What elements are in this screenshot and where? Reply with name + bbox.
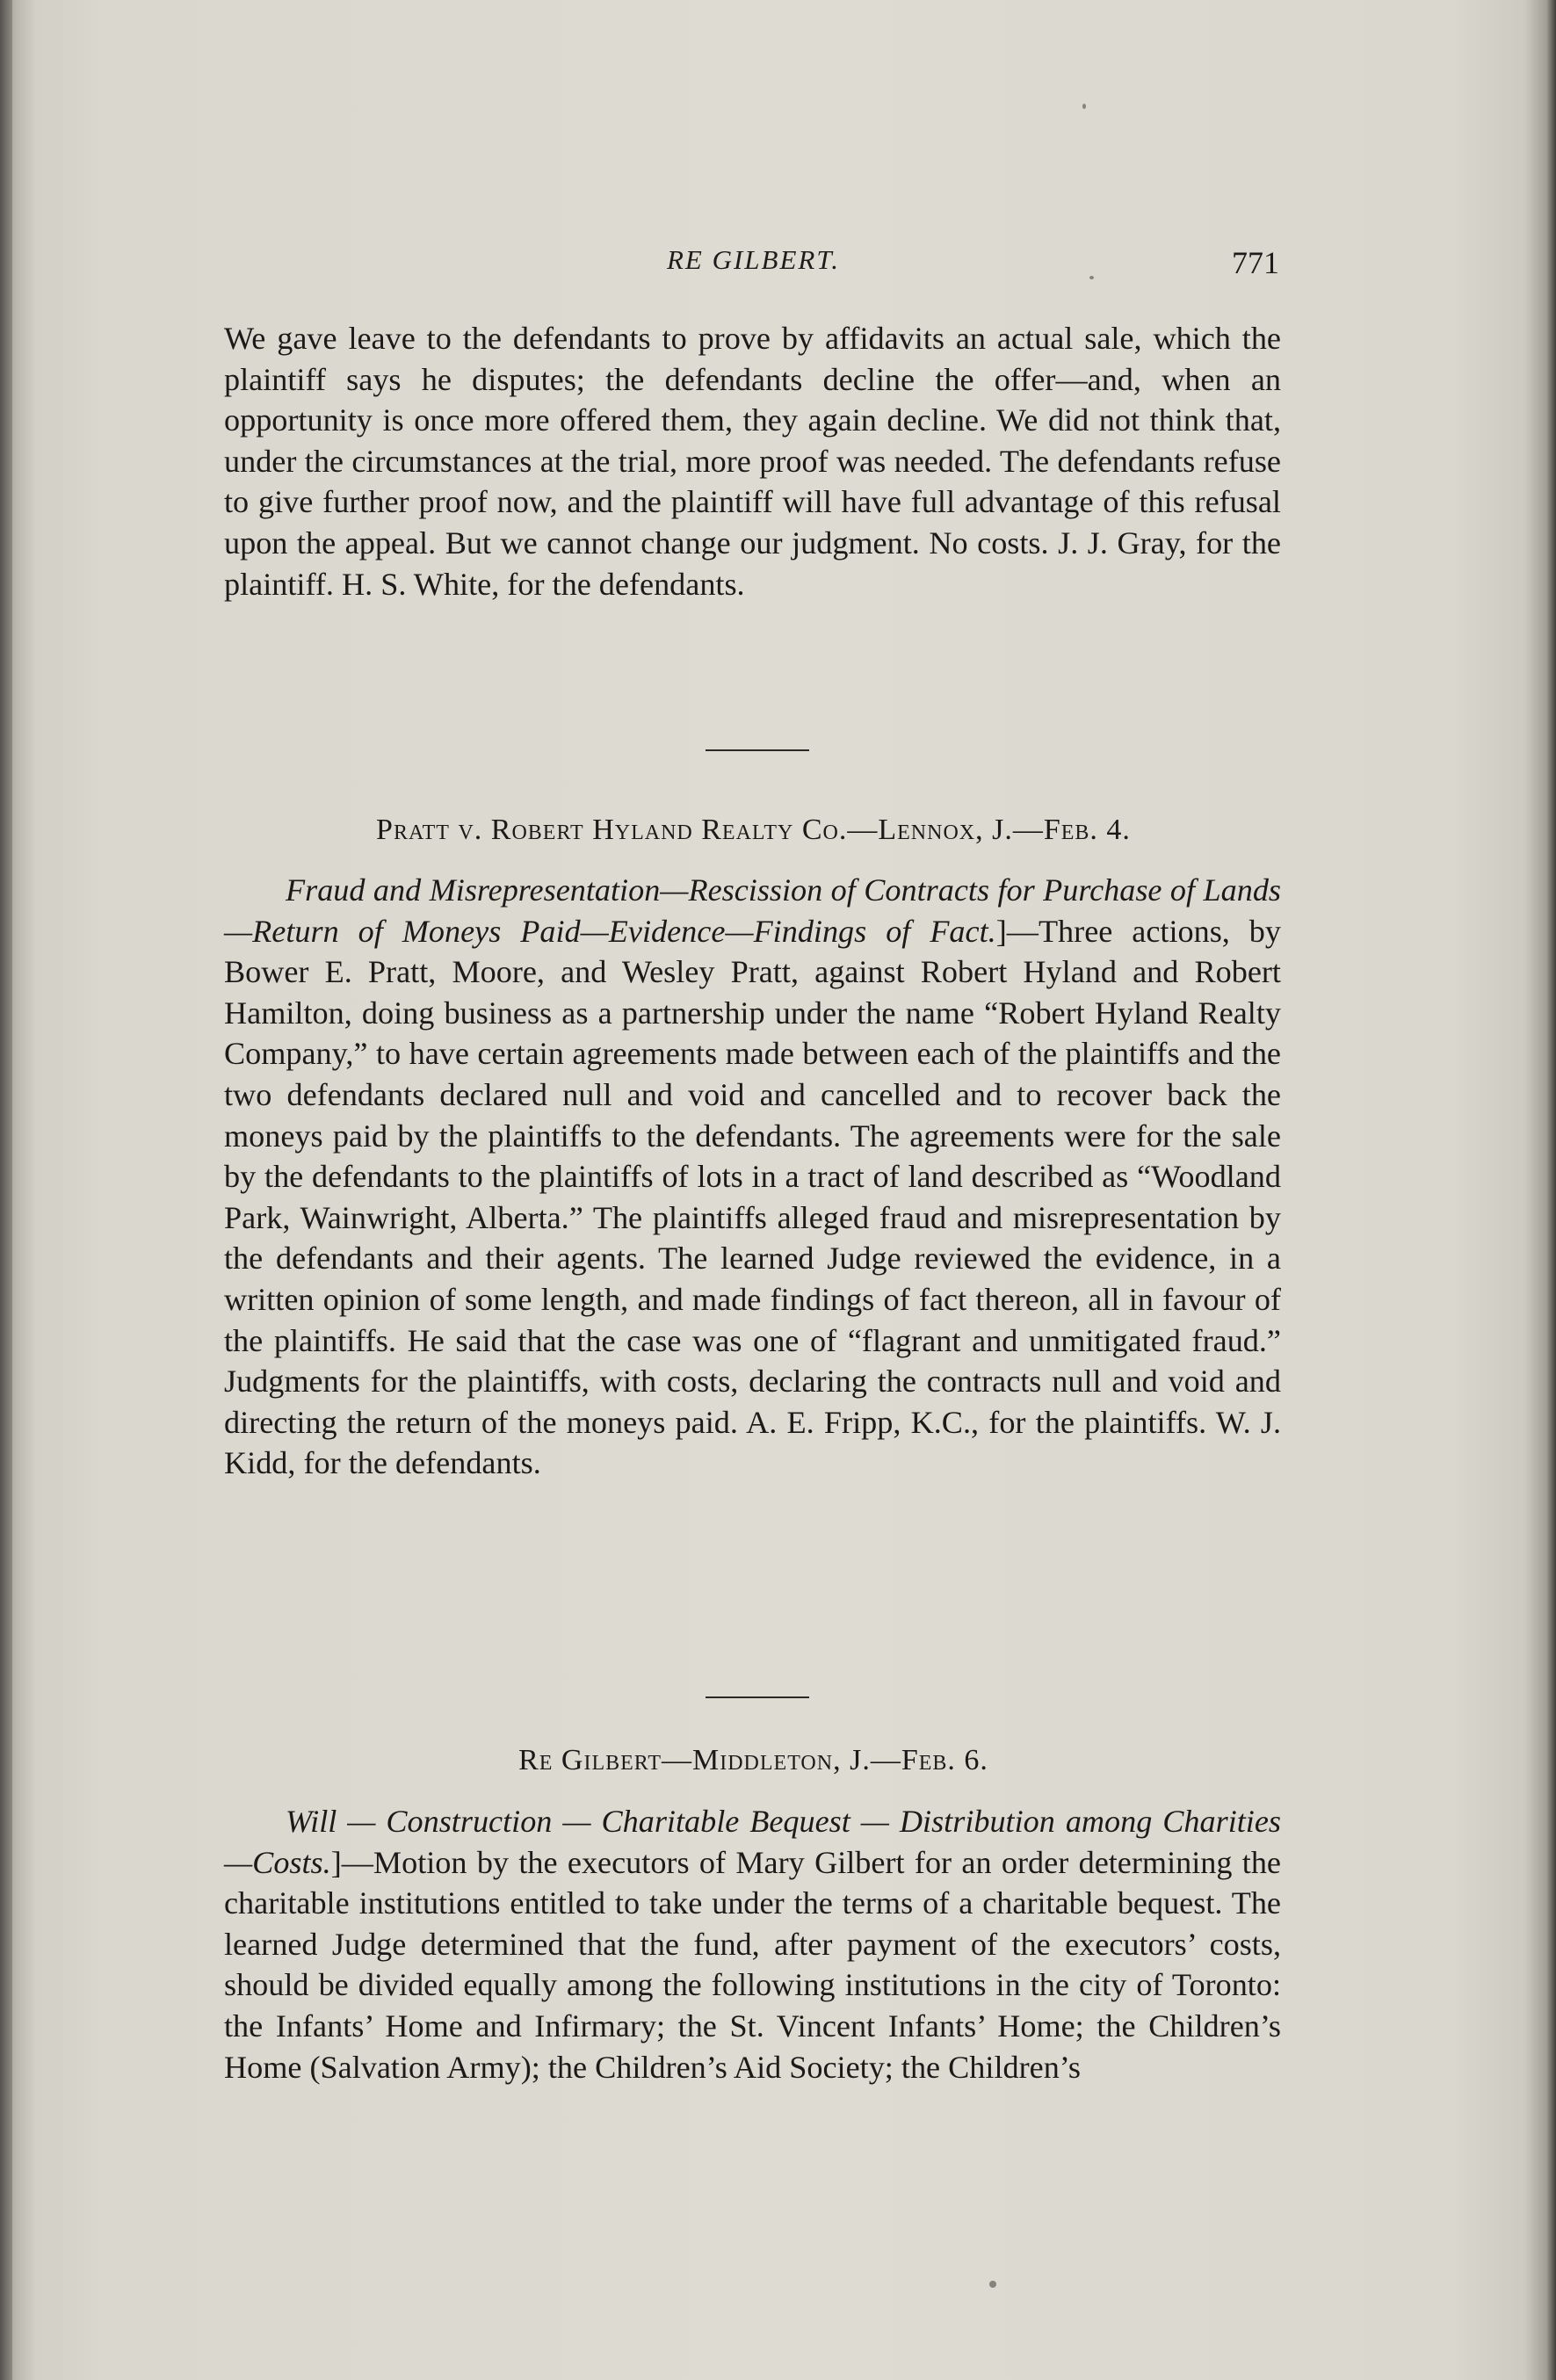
catchwords-pratt: Fraud and Misrepresentation—Rescission of Contracts for Purchase of Lands—Return of Moneys Paid—Evidence—Findings of Fact. [224, 872, 1281, 949]
paper-speck [989, 2281, 996, 2288]
running-head [224, 239, 1283, 279]
catchwords-gilbert: Will — Construction — Charitable Bequest — Distribution among Charities—Costs. [224, 1804, 1281, 1880]
section-divider [706, 749, 809, 751]
page-number: 771 [1232, 245, 1279, 280]
case-heading-pratt: Pratt v. Robert Hyland Realty Co.—Lennox, J.—Feb. 4. [376, 814, 1131, 846]
case-body-pratt [224, 870, 1281, 1484]
case-body-gilbert [224, 1801, 1281, 2087]
running-head-title: RE GILBERT. [666, 244, 841, 275]
case-text-pratt: ]—Three actions, by Bower E. Pratt, Moore, and Wesley Pratt, against Robert Hyland and Robert Hamilton, doing business as a partnership under the name “Robert Hyland Realty Company,” to have certain agreements made between each of the plaintiffs and the two defendants declared null and void and cancelled and to recover back the moneys paid by the plaintiffs to the defendants. The agreements were for the sale by the defendants to the plaintiffs of lots in a tract of land described as “Woodland Park, Wainwright, Alberta.” The plaintiffs alleged fraud and misrepresentation by the defendants and their agents. The learned Judge reviewed the evidence, in a written opinion of some length, and made findings of fact thereon, all in favour of the plaintiffs. He said that the case was one of “flagrant and unmitigated fraud.” Judgments for the plaintiffs, with costs, declaring the contracts null and void and directing the return of the moneys paid. A. E. Fripp, K.C., for the plaintiffs. W. J. Kidd, for the defendants. [224, 913, 1281, 1481]
section-divider [706, 1696, 809, 1698]
paragraph-continued: We gave leave to the defendants to prove by affidavits an actual sale, which the plaintiff says he disputes; the defendants decline the offer—and, when an opportunity is once more offered them, they again decline. We did not think that, under the circumstances at the trial, more proof was needed. The defendants refuse to give further proof now, and the plaintiff will have full advantage of this refusal upon the appeal. But we cannot change our judgment. No costs. J. J. Gray, for the plaintiff. H. S. White, for the defendants. [224, 321, 1281, 602]
paper-speck [1089, 276, 1094, 279]
case-text-gilbert: ]—Motion by the executors of Mary Gilbert for an order determining the charitable institutions entitled to take under the terms of a charitable bequest. The learned Judge determined that the fund, after payment of the executors’ costs, should be divided equally among the following institutions in the city of Toronto: the Infants’ Home and Infirmary; the St. Vincent Infants’ Home; the Children’s Home (Salvation Army); the Children’s Aid Society; the Children’s [224, 1844, 1281, 2085]
case-heading-gilbert: Re Gilbert—Middleton, J.—Feb. 6. [518, 1744, 988, 1776]
paper-speck [1082, 104, 1086, 109]
